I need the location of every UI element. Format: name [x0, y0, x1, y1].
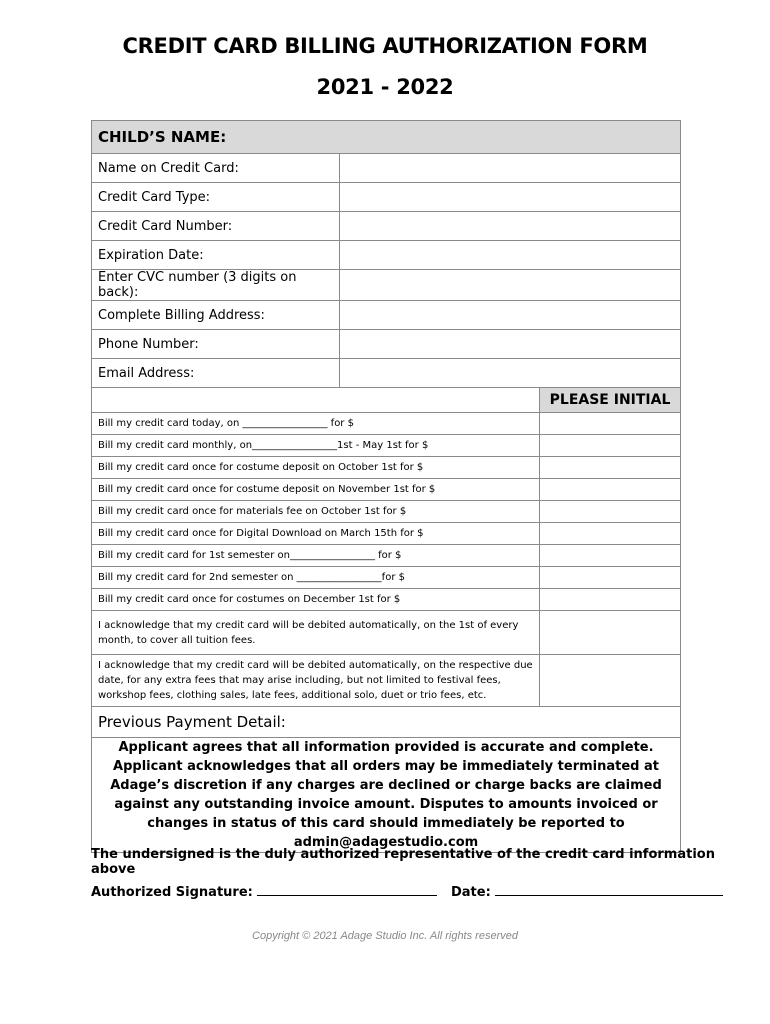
initial-box[interactable]	[540, 545, 681, 567]
initial-box[interactable]	[540, 479, 681, 501]
card-number-label: Credit Card Number:	[92, 212, 340, 241]
form-year: 2021 - 2022	[316, 75, 454, 99]
initial-box[interactable]	[540, 655, 681, 707]
option-digital-download: Bill my credit card once for Digital Download on March 15th for $	[92, 523, 540, 545]
cvc-input[interactable]	[340, 270, 681, 301]
name-on-card-input[interactable]	[340, 154, 681, 183]
option-bill-today: Bill my credit card today, on _________________ for $	[92, 413, 540, 435]
option-costume-deposit-october: Bill my credit card once for costume deposit on October 1st for $	[92, 457, 540, 479]
cvc-label: Enter CVC number (3 digits on back):	[92, 270, 340, 301]
initial-box[interactable]	[540, 413, 681, 435]
date-label: Date:	[450, 885, 491, 900]
ack-monthly-debit: I acknowledge that my credit card will be debited automatically, on the 1st of every month, to cover all tuition fees.	[92, 611, 540, 655]
initial-box[interactable]	[540, 611, 681, 655]
copyright-notice: Copyright © 2021 Adage Studio Inc. All rights reserved	[252, 930, 518, 942]
signature-input[interactable]	[257, 882, 437, 896]
option-costumes-december: Bill my credit card once for costumes on December 1st for $	[92, 589, 540, 611]
option-second-semester: Bill my credit card for 2nd semester on _________________for $	[92, 567, 540, 589]
expiration-date-label: Expiration Date:	[92, 241, 340, 270]
name-on-card-label: Name on Credit Card:	[92, 154, 340, 183]
option-first-semester: Bill my credit card for 1st semester on_________________ for $	[92, 545, 540, 567]
initial-box[interactable]	[540, 589, 681, 611]
agreement-text: Applicant agrees that all information provided is accurate and complete. Applicant acknowledges that all orders may be immediately terminated at Adage’s discretion if any charges are declined or charge backs are claimed against any outstanding invoice amount. Disputes to amounts invoiced or changes in status of this card should immediately be reported to admin@adagestudio.com	[92, 738, 681, 853]
signature-line	[91, 882, 731, 900]
email-address-label: Email Address:	[92, 359, 340, 388]
phone-number-label: Phone Number:	[92, 330, 340, 359]
option-materials-fee: Bill my credit card once for materials fee on October 1st for $	[92, 501, 540, 523]
initial-box[interactable]	[540, 523, 681, 545]
form-title: CREDIT CARD BILLING AUTHORIZATION FORM	[122, 34, 648, 58]
representative-statement: The undersigned is the duly authorized representative of the credit card information above	[91, 847, 715, 877]
card-type-input[interactable]	[340, 183, 681, 212]
date-input[interactable]	[495, 882, 723, 896]
ack-extra-fees: I acknowledge that my credit card will be debited automatically, on the respective due date, for any extra fees that may arise including, but not limited to festival fees, workshop fees, clothing sales, late fees, additional solo, duet or trio fees, etc.	[92, 655, 540, 707]
option-bill-monthly: Bill my credit card monthly, on_________________1st - May 1st for $	[92, 435, 540, 457]
card-type-label: Credit Card Type:	[92, 183, 340, 212]
initial-box[interactable]	[540, 501, 681, 523]
previous-payment-detail[interactable]: Previous Payment Detail:	[92, 707, 681, 738]
initial-box[interactable]	[540, 457, 681, 479]
initial-box[interactable]	[540, 435, 681, 457]
initial-box[interactable]	[540, 567, 681, 589]
billing-address-label: Complete Billing Address:	[92, 301, 340, 330]
phone-number-input[interactable]	[340, 330, 681, 359]
email-address-input[interactable]	[340, 359, 681, 388]
card-number-input[interactable]	[340, 212, 681, 241]
billing-address-input[interactable]	[340, 301, 681, 330]
signature-label: Authorized Signature:	[91, 885, 253, 900]
authorization-table	[91, 120, 681, 853]
expiration-date-input[interactable]	[340, 241, 681, 270]
initial-header-spacer	[92, 388, 540, 413]
child-name-field[interactable]: CHILD’S NAME:	[92, 121, 681, 154]
option-costume-deposit-november: Bill my credit card once for costume deposit on November 1st for $	[92, 479, 540, 501]
please-initial-header: PLEASE INITIAL	[540, 388, 681, 413]
